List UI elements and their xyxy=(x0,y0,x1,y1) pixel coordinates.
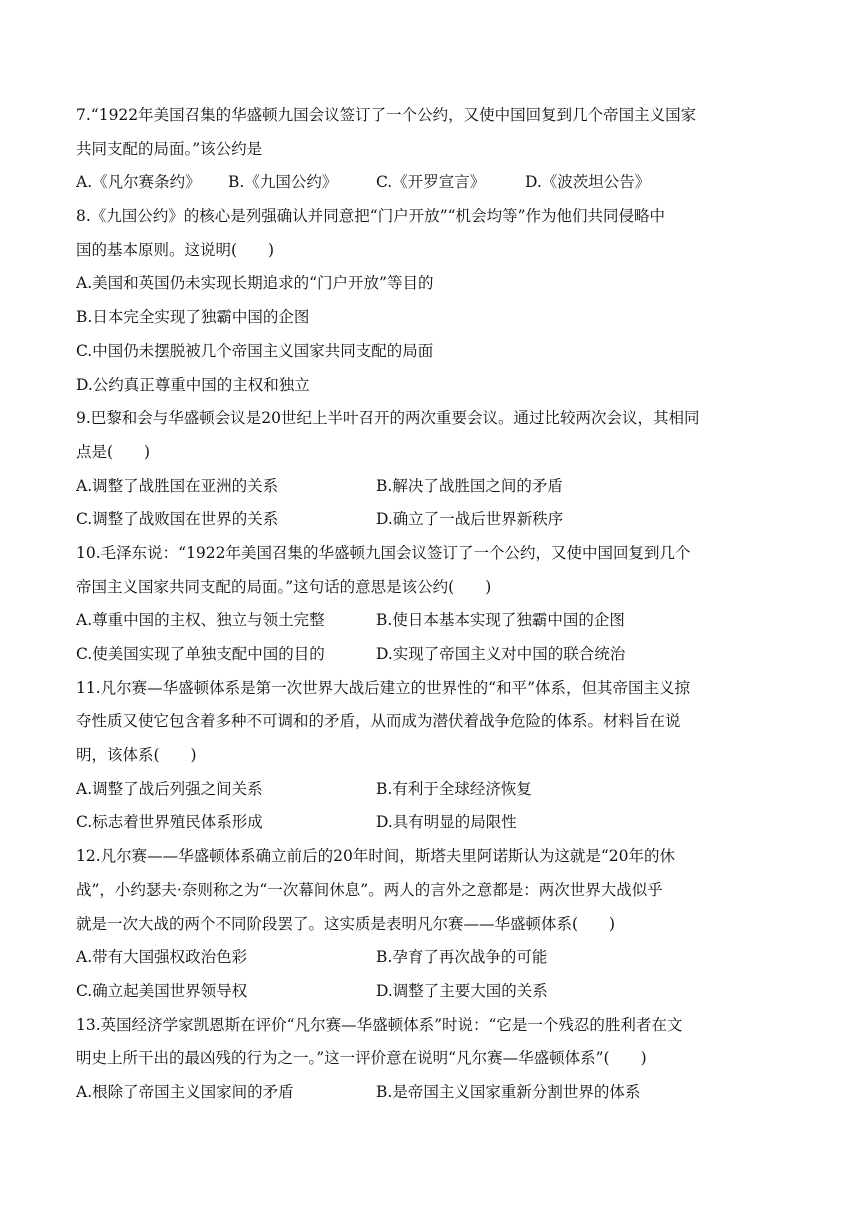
answer-option: B.日本完全实现了独霸中国的企图 xyxy=(76,308,310,327)
question-6 xyxy=(76,840,796,1008)
answer-option: C.调整了战败国在世界的关系 xyxy=(76,510,279,529)
answer-option: A.尊重中国的主权、独立与领土完整 xyxy=(76,611,325,630)
question-stem-line: 国的基本原则。这说明( ) xyxy=(76,240,275,259)
question-1 xyxy=(76,99,796,200)
answer-option: D.《波茨坦公告》 xyxy=(525,173,651,192)
option-row xyxy=(76,975,796,1009)
answer-option: B.使日本基本实现了独霸中国的企图 xyxy=(376,611,625,630)
answer-option: A.根除了帝国主义国家间的矛盾 xyxy=(76,1082,294,1101)
answer-option: A.调整了战后列强之间关系 xyxy=(76,779,263,798)
answer-option: C.使美国实现了单独支配中国的目的 xyxy=(76,645,325,663)
option-row xyxy=(76,638,796,672)
question-stem-line: 共同支配的局面。”该公约是 xyxy=(76,139,263,158)
answer-option: D.具有明显的局限性 xyxy=(376,813,517,832)
answer-option: B.解决了战胜国之间的矛盾 xyxy=(376,476,563,495)
option-row xyxy=(76,335,796,369)
option-row xyxy=(76,166,796,200)
answer-option: C.中国仍未摆脱被几个帝国主义国家共同支配的局面 xyxy=(76,341,434,360)
question-stem-line: 13.英国经济学家凯恩斯在评价“凡尔赛—华盛顿体系”时说：“它是一个残忍的胜利者在文 xyxy=(76,1015,683,1034)
question-stem-line: 明史上所干出的最凶残的行为之一。”这一评价意在说明“凡尔赛—华盛顿体系”( ) xyxy=(76,1049,647,1068)
question-stem-line: 明，该体系( ) xyxy=(76,746,197,765)
answer-option: A.调整了战胜国在亚洲的关系 xyxy=(76,476,279,495)
answer-option: A.美国和英国仍未实现长期追求的“门户开放”等目的 xyxy=(76,274,434,293)
question-stem-line: 点是( ) xyxy=(76,442,151,461)
answer-option: C.标志着世界殖民体系形成 xyxy=(76,813,263,832)
answer-option: C.确立起美国世界领导权 xyxy=(76,981,248,1000)
question-7 xyxy=(76,1009,796,1110)
answer-option: B.是帝国主义国家重新分割世界的体系 xyxy=(376,1082,641,1101)
question-stem-line: 战”，小约瑟夫·奈则称之为“一次幕间休息”。两人的言外之意都是：两次世界大战似乎 xyxy=(76,880,663,899)
answer-option: D.确立了一战后世界新秩序 xyxy=(376,510,564,529)
question-stem-line: 7.“1922年美国召集的华盛顿九国会议签订了一个公约，又使中国回复到几个帝国主义国家 xyxy=(76,106,697,124)
option-row xyxy=(76,806,796,840)
option-row xyxy=(76,267,796,301)
question-stem-line: 10.毛泽东说：“1922年美国召集的华盛顿九国会议签订了一个公约，又使中国回复到几个 xyxy=(76,543,691,562)
question-stem-line: 12.凡尔赛——华盛顿体系确立前后的20年时间，斯塔夫里阿诺斯认为这就是“20年的休 xyxy=(76,847,676,866)
option-row xyxy=(76,470,796,504)
question-stem-line: 11.凡尔赛—华盛顿体系是第一次世界大战后建立的世界性的“和平”体系，但其帝国主义掠 xyxy=(76,678,691,697)
answer-option: B.孕育了再次战争的可能 xyxy=(376,948,548,967)
answer-option: C.《开罗宣言》 xyxy=(376,173,486,192)
question-stem-line: 夺性质又使它包含着多种不可调和的矛盾，从而成为潜伏着战争危险的体系。材料旨在说 xyxy=(76,712,681,731)
question-5 xyxy=(76,672,796,840)
question-3 xyxy=(76,402,796,537)
option-row xyxy=(76,301,796,335)
question-stem-line: 9.巴黎和会与华盛顿会议是20世纪上半叶召开的两次重要会议。通过比较两次会议，其相同 xyxy=(76,409,700,428)
answer-option: A.《凡尔赛条约》 xyxy=(76,173,201,192)
question-stem-line: 就是一次大战的两个不同阶段罢了。这实质是表明凡尔赛——华盛顿体系( ) xyxy=(76,914,616,933)
option-row xyxy=(76,773,796,807)
answer-option: B.有利于全球经济恢复 xyxy=(376,779,532,798)
question-stem-line: 8.《九国公约》的核心是列强确认并同意把“门户开放”“机会均等”作为他们共同侵略中 xyxy=(76,207,665,226)
question-list xyxy=(76,99,796,1110)
option-row xyxy=(76,604,796,638)
option-row xyxy=(76,503,796,537)
answer-option: D.公约真正尊重中国的主权和独立 xyxy=(76,375,310,394)
option-row xyxy=(76,1076,796,1110)
answer-option: B.《九国公约》 xyxy=(228,173,338,192)
question-2 xyxy=(76,200,796,402)
answer-option: D.调整了主要大国的关系 xyxy=(376,981,548,1000)
option-row xyxy=(76,369,796,403)
question-stem-line: 帝国主义国家共同支配的局面。”这句话的意思是该公约( ) xyxy=(76,577,492,596)
answer-option: D.实现了帝国主义对中国的联合统治 xyxy=(376,645,626,663)
answer-option: A.带有大国强权政治色彩 xyxy=(76,948,248,967)
question-4 xyxy=(76,537,796,672)
option-row xyxy=(76,941,796,975)
